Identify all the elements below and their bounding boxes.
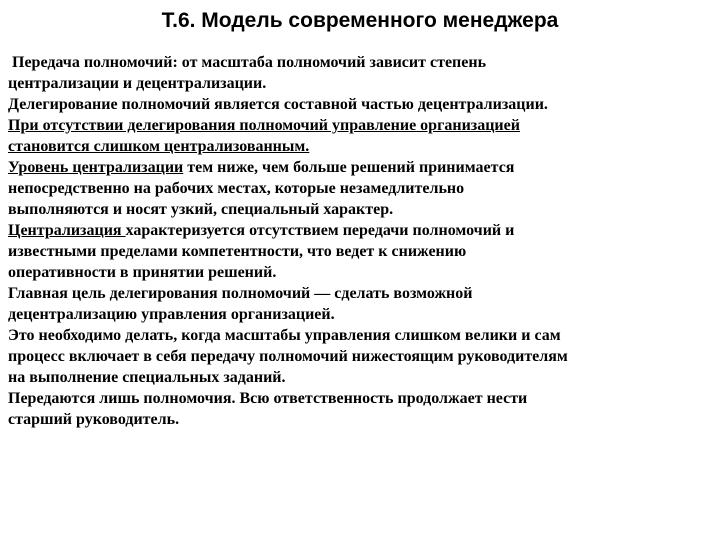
text-line: процесс включает в себя передачу полномочий нижестоящим руководителям xyxy=(8,348,568,365)
text-line-underlined: При отсутствии делегирования полномочий управление организацией xyxy=(8,117,520,134)
text-line: Передача полномочий: от масштаба полномочий зависит степень xyxy=(8,54,487,71)
text-line: децентрализацию управления организацией. xyxy=(8,306,335,323)
paragraph-senior-manager xyxy=(8,409,714,430)
slide-title: Т.6. Модель современного менеджера xyxy=(161,9,559,32)
paragraph-process xyxy=(8,346,714,388)
paragraph-centralization-level xyxy=(8,157,714,220)
paragraph-authority-only xyxy=(8,388,714,409)
text-line: оперативности в принятии решений. xyxy=(8,264,277,281)
text-line: выполняются и носят узкий, специальный характер. xyxy=(8,201,394,218)
text-line: Это необходимо делать, когда масштабы управления слишком велики и сам xyxy=(8,327,561,344)
text-line-underlined: становится слишком централизованным. xyxy=(8,138,310,155)
text-line: старший руководитель. xyxy=(8,411,180,428)
paragraph-main-goal xyxy=(8,283,714,325)
text-line: централизации и децентрализации. xyxy=(8,75,267,92)
text-line: характеризуется отсутствием передачи полномочий и xyxy=(125,222,515,239)
paragraph-delegation-part xyxy=(8,94,714,115)
term-centralization: Централизация xyxy=(8,222,126,239)
slide-body xyxy=(8,52,714,430)
text-line: на выполнение специальных заданий. xyxy=(8,369,286,386)
text-line: Делегирование полномочий является составной частью децентрализации. xyxy=(8,96,548,113)
text-line: известными пределами компетентности, что ведет к снижению xyxy=(8,243,467,260)
term-centralization-level: Уровень централизации xyxy=(8,159,184,176)
text-line: Передаются лишь полномочия. Всю ответственность продолжает нести xyxy=(8,390,528,407)
paragraph-delegation-scope xyxy=(8,52,714,94)
text-line: непосредственно на рабочих местах, которые незамедлительно xyxy=(8,180,465,197)
paragraph-centralization xyxy=(8,220,714,283)
text-line: Главная цель делегирования полномочий — сделать возможной xyxy=(8,285,473,302)
paragraph-no-delegation xyxy=(8,115,714,157)
text-line: тем ниже, чем больше решений принимается xyxy=(183,159,515,176)
paragraph-necessity xyxy=(8,325,714,346)
